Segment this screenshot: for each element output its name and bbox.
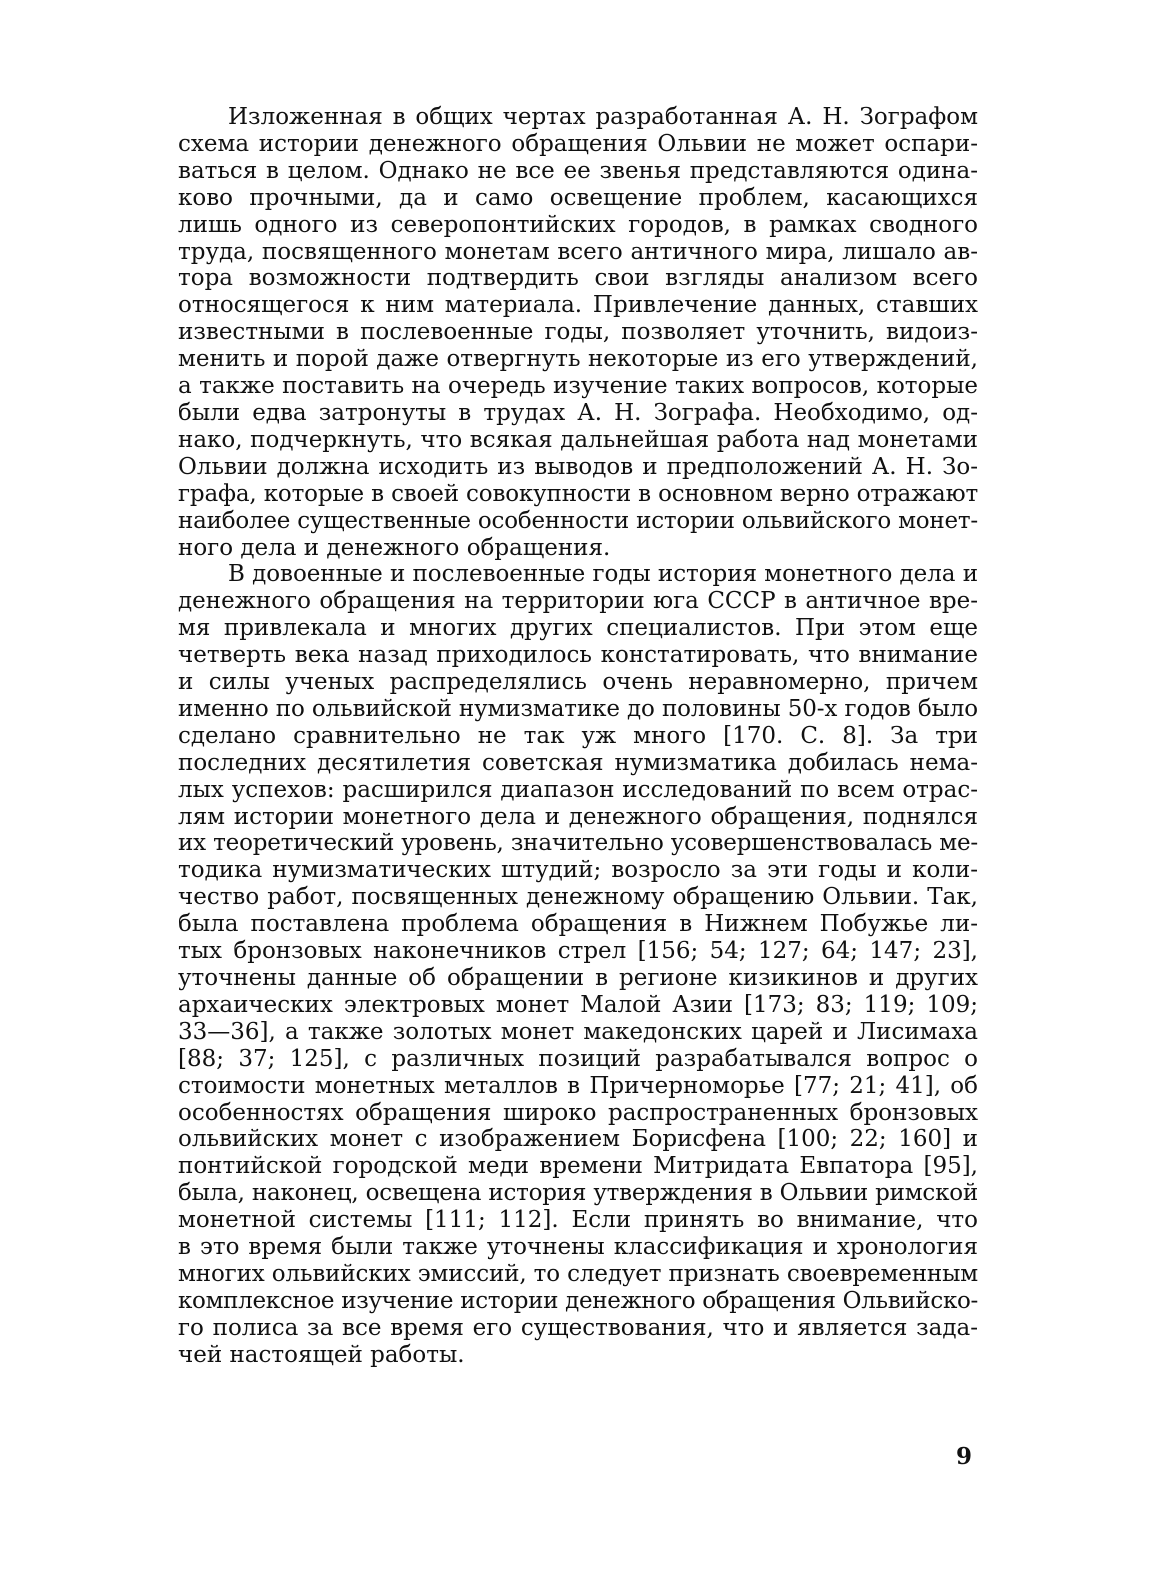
text-line: лых успехов: расширился диапазон исследований по всем отрас- — [178, 776, 978, 803]
text-line: графа, которые в своей совокупности в основном верно отражают — [178, 480, 979, 507]
text-line: го полиса за все время его существования, что и является зада- — [178, 1314, 978, 1341]
text-line: их теоретический уровень, значительно усовершенствовалась ме- — [178, 830, 979, 857]
text-line: ваться в целом. Однако не все ее звенья представляются одина- — [178, 157, 978, 184]
text-line: чество работ, посвященных денежному обращению Ольвии. Так, — [178, 884, 978, 911]
text-line: менить и порой даже отвергнуть некоторые из его утверждений, — [178, 346, 978, 373]
text-line: труда, посвященного монетам всего античного мира, лишало ав- — [178, 238, 978, 265]
text-line: сделано сравнительно не так уж много [170. С. 8]. За три — [178, 722, 978, 749]
text-line: стоимости монетных металлов в Причерноморье [77; 21; 41], об — [178, 1072, 978, 1099]
text-line: особенностях обращения широко распространенных бронзовых — [178, 1099, 978, 1126]
text-line: были едва затронуты в трудах А. Н. Зографа. Необходимо, од- — [178, 399, 978, 426]
text-line: была, наконец, освещена история утверждения в Ольвии римской — [178, 1180, 978, 1207]
text-line: относящегося к ним материала. Привлечение данных, ставших — [178, 292, 978, 319]
text-line: комплексное изучение истории денежного обращения Ольвийско- — [178, 1287, 978, 1314]
paragraph-1 — [178, 104, 978, 561]
text-line: тодика нумизматических штудий; возросло за эти годы и коли- — [178, 857, 978, 884]
text-line: архаических электровых монет Малой Азии [173; 83; 119; 109; — [178, 991, 978, 1018]
text-line: уточнены данные об обращении в регионе кизикинов и других — [178, 965, 978, 991]
text-line: Ольвии должна исходить из выводов и предположений А. Н. Зо- — [178, 453, 978, 480]
text-line: четверть века назад приходилось констатировать, что внимание — [178, 642, 978, 669]
text-line: ольвийских монет с изображением Борисфена [100; 22; 160] и — [178, 1126, 978, 1153]
text-line: последних десятилетия советская нумизматика добилась нема- — [178, 749, 978, 776]
text-line: тора возможности подтвердить свои взгляды анализом всего — [178, 265, 978, 292]
text-line: чей настоящей работы. — [178, 1341, 465, 1368]
text-line: и силы ученых распределялись очень неравномерно, причем — [178, 669, 978, 696]
text-line: монетной системы [111; 112]. Если принять во внимание, что — [178, 1207, 978, 1234]
text-line: наиболее существенные особенности истории ольвийского монет- — [178, 507, 978, 534]
text-line: лишь одного из северопонтийских городов, в рамках сводного — [178, 211, 978, 238]
text-line: Изложенная в общих чертах разработанная А. Н. Зографом — [228, 104, 978, 130]
text-line: ково прочными, да и само освещение проблем, касающихся — [178, 184, 978, 211]
text-line: тых бронзовых наконечников стрел [156; 54; 127; 64; 147; 23], — [178, 938, 978, 965]
text-line: [88; 37; 125], с различных позиций разрабатывался вопрос о — [178, 1045, 978, 1072]
text-line: в это время были также уточнены классификация и хронология — [178, 1234, 978, 1261]
text-line: ного дела и денежного обращения. — [178, 534, 611, 561]
text-line: В довоенные и послевоенные годы история монетного дела и — [228, 561, 979, 588]
text-line: а также поставить на очередь изучение таких вопросов, которые — [178, 373, 978, 400]
text-line: 33—36], а также золотых монет македонских царей и Лисимаха — [178, 1018, 978, 1045]
text-line: схема истории денежного обращения Ольвии не может оспари- — [178, 130, 978, 157]
text-line: известными в послевоенные годы, позволяет уточнить, видоиз- — [178, 319, 978, 346]
text-line: мя привлекала и многих других специалистов. При этом еще — [178, 615, 978, 642]
text-line: лям истории монетного дела и денежного обращения, поднялся — [178, 803, 978, 830]
text-line: нако, подчеркнуть, что всякая дальнейшая работа над монетами — [178, 426, 978, 453]
text-line: денежного обращения на территории юга СССР в античное вре- — [178, 588, 978, 615]
body-text — [178, 104, 978, 1369]
text-line: многих ольвийских эмиссий, то следует признать своевременным — [178, 1260, 979, 1287]
text-line: была поставлена проблема обращения в Нижнем Побужье ли- — [178, 911, 978, 938]
paragraph-2 — [178, 561, 978, 1368]
text-line: именно по ольвийской нумизматике до половины 50-х годов было — [178, 695, 979, 722]
page-number: 9 — [956, 1443, 973, 1470]
text-line: понтийской городской меди времени Митридата Евпатора [95], — [178, 1153, 978, 1180]
